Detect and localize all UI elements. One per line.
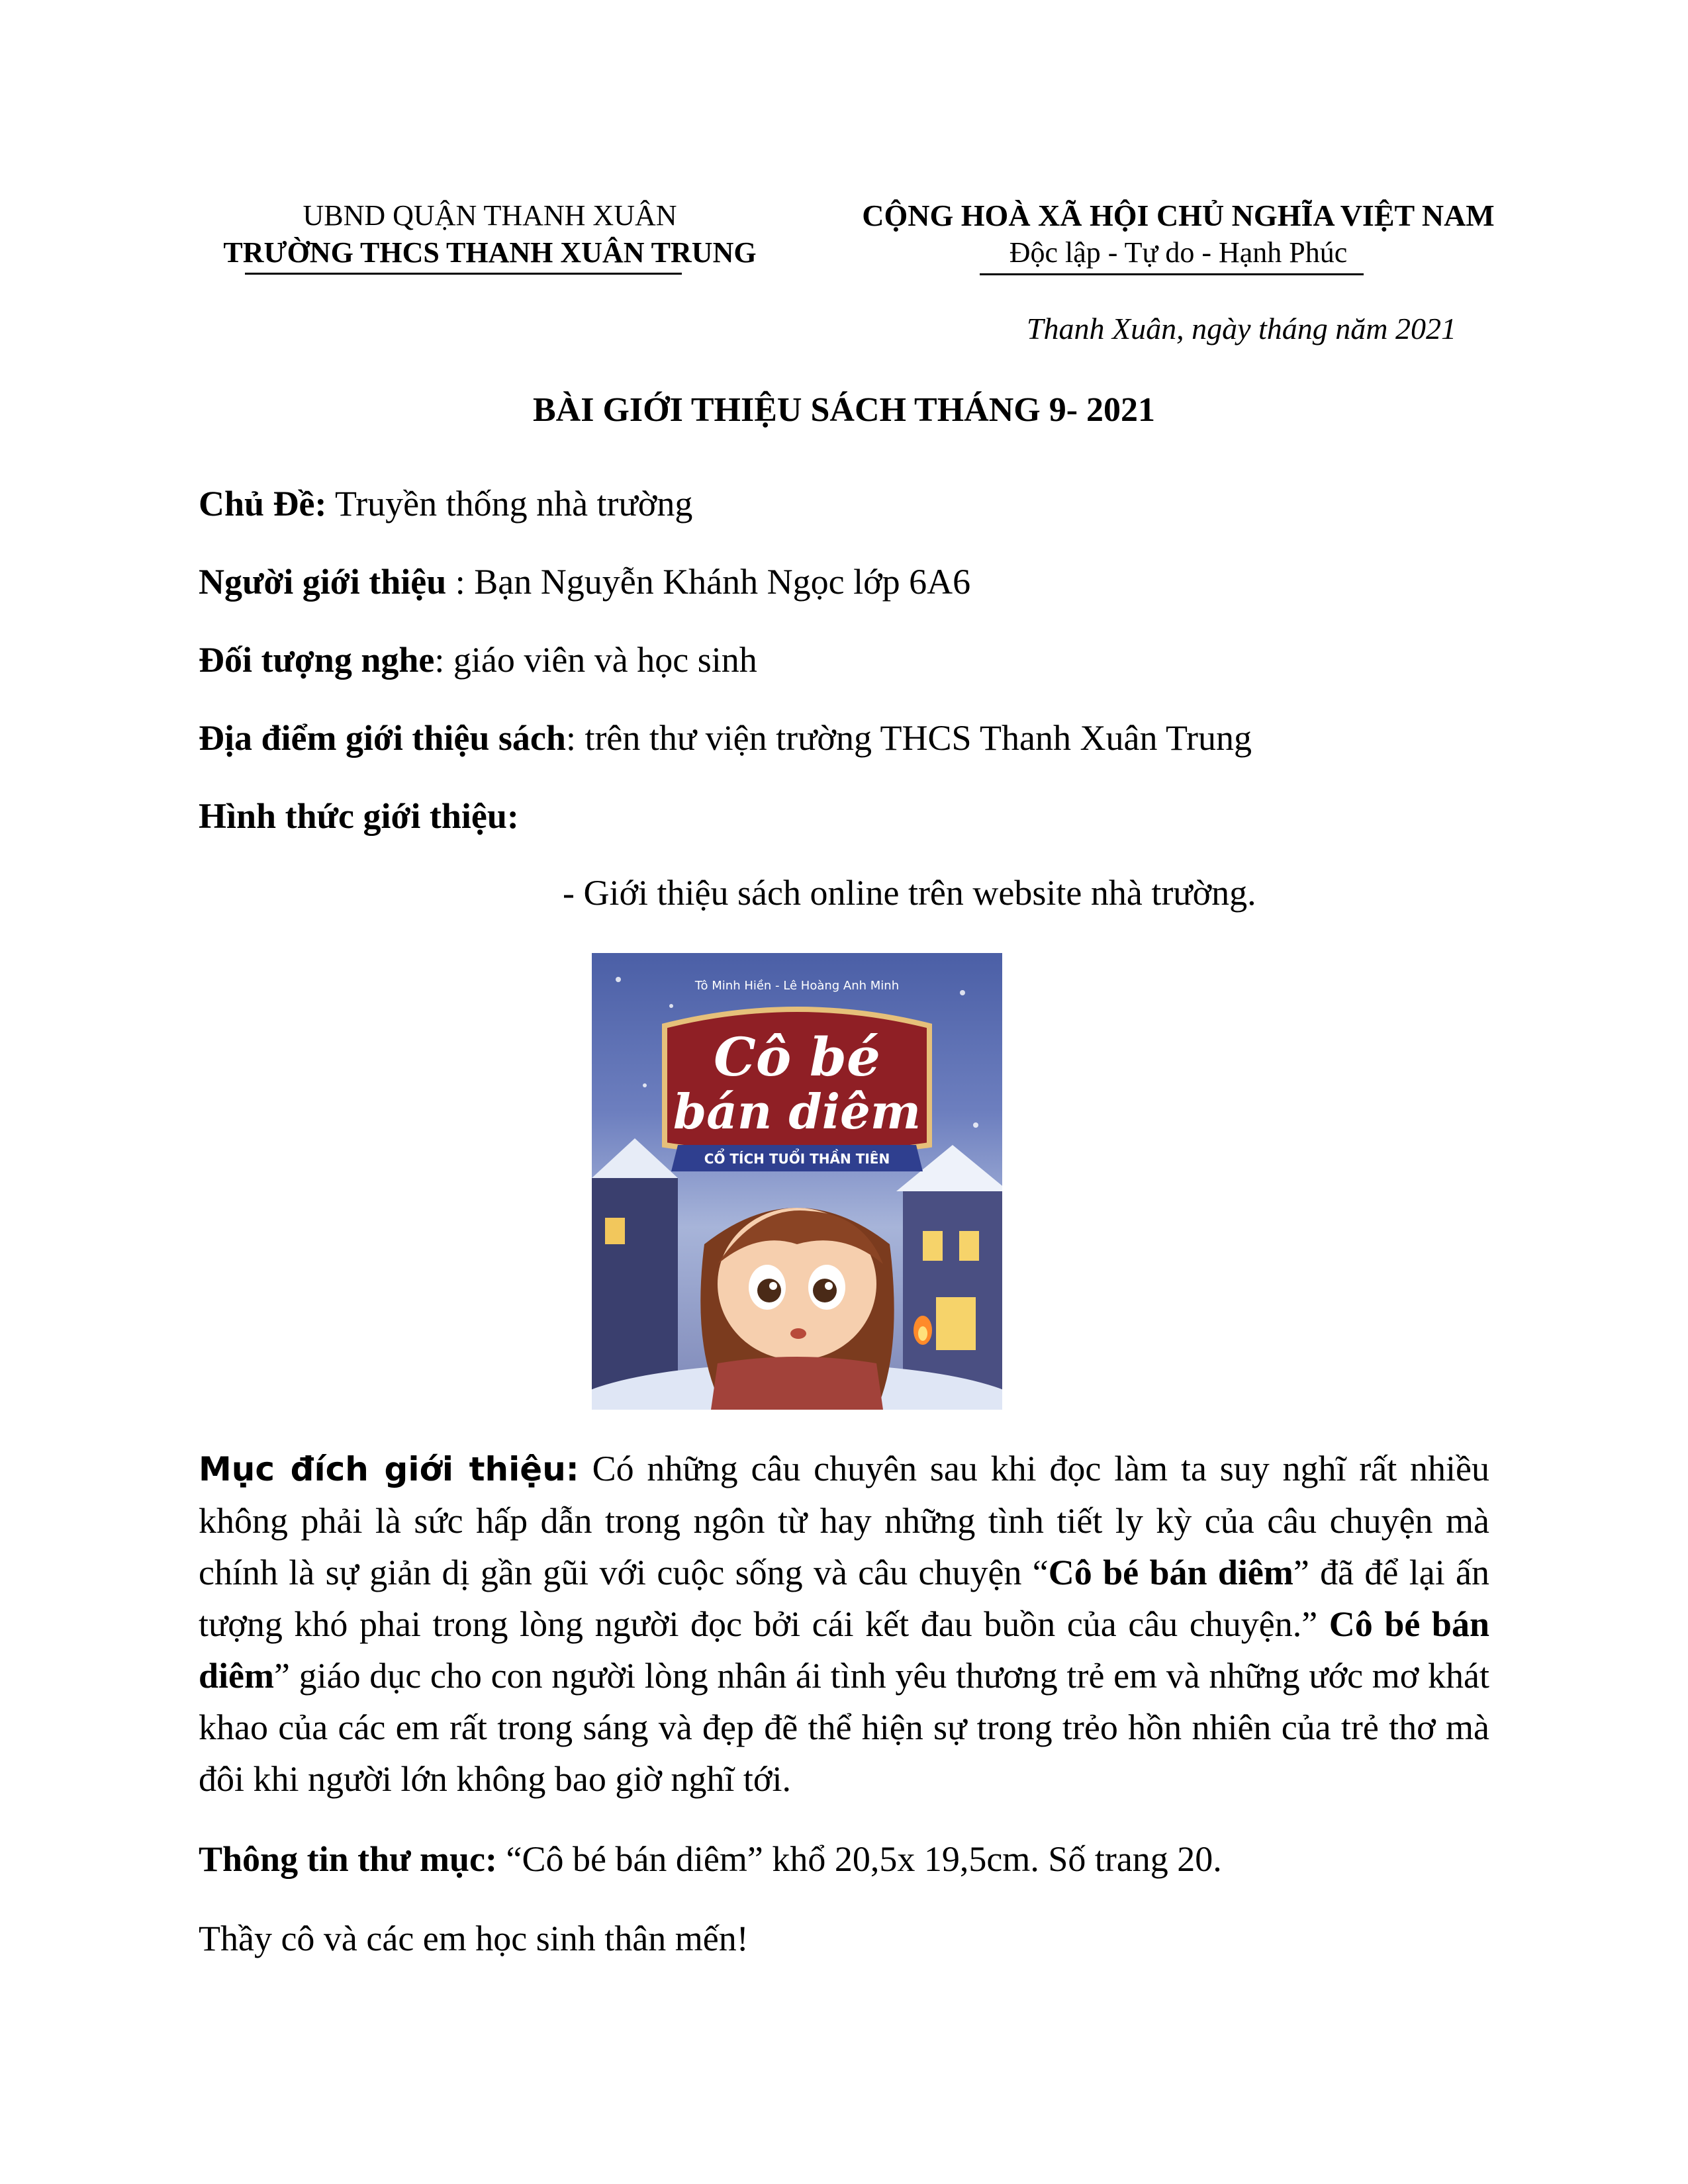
country-name: CỘNG HOÀ XÃ HỘI CHỦ NGHĨA VIỆT NAM [862, 199, 1495, 232]
catalog-line [199, 1839, 1222, 1880]
agency-header [199, 197, 781, 271]
book-title-bold-1: Cô bé bán diêm [1048, 1553, 1293, 1592]
school-underline [245, 273, 682, 275]
national-header [808, 197, 1549, 271]
location-value: : trên thư viện trường THCS Thanh Xuân Trung [565, 718, 1252, 758]
presenter-line [199, 561, 970, 602]
motto-underline [980, 273, 1364, 275]
audience-line [199, 639, 757, 680]
purpose-text-3: ” giáo dục cho con người lòng nhân ái tình yêu thương trẻ em và những ước mơ khát khao của các em rất trong sáng và đẹp đẽ thể hiện sự trong trẻo hồn nhiên của trẻ thơ mà đôi khi người lớn không bao giờ nghĩ tới. [199, 1656, 1489, 1799]
location-line [199, 717, 1252, 758]
topic-line [199, 483, 692, 524]
location-label: Địa điểm giới thiệu sách [199, 718, 566, 758]
topic-value: Truyền thống nhà trường [326, 484, 693, 523]
purpose-label: Mục đích giới thiệu: [199, 1450, 579, 1488]
purpose-paragraph [199, 1443, 1489, 1805]
district-name: UBND QUẬN THANH XUÂN [303, 199, 677, 232]
book-title-bold-2: Cô bé bán diêm [199, 1604, 1489, 1696]
greeting-line: Thầy cô và các em học sinh thân mến! [199, 1919, 749, 1958]
cover-authors: Tô Minh Hiền - Lê Hoàng Anh Minh [694, 979, 900, 993]
cover-series: CỔ TÍCH TUỔI THẦN TIÊN [704, 1151, 890, 1167]
cover-title-line2: bán diêm [673, 1083, 921, 1140]
purpose-text-1: Có những câu chuyên sau khi đọc làm ta suy nghĩ rất nhiều không phải là sức hấp dẫn trong ngôn từ hay những tình tiết ly kỳ của câu chuyện mà chính là sự giản dị gần gũi với cuộc sống và câu chuyện “ [199, 1449, 1489, 1592]
catalog-label: Thông tin thư mục: [199, 1839, 497, 1879]
audience-value: : giáo viên và học sinh [434, 640, 757, 680]
book-cover-image [592, 953, 1002, 1410]
presenter-value: : Bạn Nguyễn Khánh Ngọc lớp 6A6 [446, 562, 971, 602]
format-item: - Giới thiệu sách online trên website nhà trường. [563, 873, 1256, 913]
audience-label: Đối tượng nghe [199, 640, 435, 680]
document-title: BÀI GIỚI THIỆU SÁCH THÁNG 9- 2021 [532, 391, 1156, 429]
presenter-label: Người giới thiệu [199, 562, 447, 602]
catalog-value: “Cô bé bán diêm” khổ 20,5x 19,5cm. Số trang 20. [496, 1839, 1222, 1879]
motto: Độc lập - Tự do - Hạnh Phúc [1009, 236, 1348, 269]
format-label: Hình thức giới thiệu: [199, 796, 519, 836]
girl-illustration-icon [592, 953, 1002, 1410]
format-line [199, 796, 519, 837]
date-line: Thanh Xuân, ngày tháng năm 2021 [1026, 312, 1456, 345]
purpose-text-2: ” đã để lại ấn tượng khó phai trong lòng người đọc bởi cái kết đau buồn của câu chuyện.” [199, 1553, 1489, 1644]
school-name: TRƯỜNG THCS THANH XUÂN TRUNG [223, 236, 757, 269]
topic-label: Chủ Đề: [199, 484, 327, 523]
cover-title-line1: Cô bé [714, 1026, 880, 1088]
